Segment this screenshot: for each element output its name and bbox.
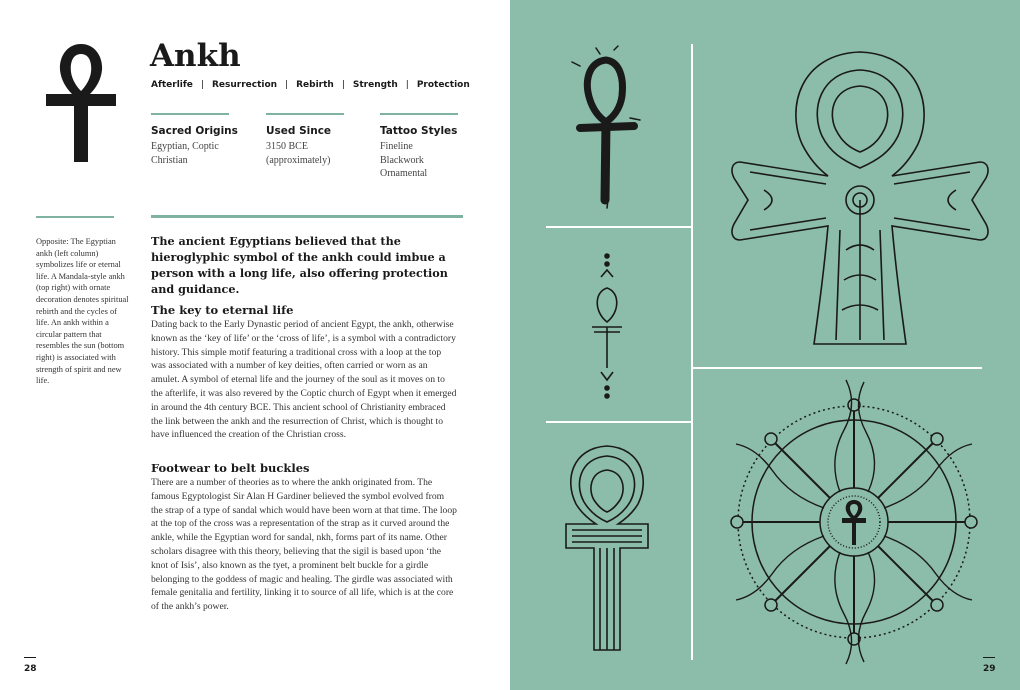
sun-ankh-icon <box>731 380 977 664</box>
page-number <box>24 664 37 674</box>
fineline-ankh-icon <box>592 254 622 398</box>
intro-paragraph: The ancient Egyptians believed that the hieroglyphic symbol of the ankh could imbue a person with a long life, also offering protection and guidance. <box>151 234 448 296</box>
brush-ankh-icon <box>572 46 640 208</box>
caption-rule <box>36 216 114 218</box>
stat-rule <box>380 113 458 115</box>
folio-dash <box>24 657 36 658</box>
stat-sacred-origins <box>151 113 251 167</box>
stat-label: Used Since <box>266 125 332 137</box>
stat-tattoo-styles <box>380 113 480 181</box>
tag-list <box>151 80 470 90</box>
section-body: There are a number of theories as to where the ankh originated from. The famous Egyptologist Sir Alan H Gardiner believed the symbol evolved from the strap of a type of sandal which would have been worn at that time. The loop at the top of the cross was a representation of the strap as it curved around the ankle, while the Egyptian word for sandal, nkh, forms part of its name. Other scholars disagree with this theory, believing that the sigil is based upon ‘the knot of Isis’, also known as the tyet, a prominent belt buckle for a girdle belonging to the goddess of magic and healing. The girdle was associated with female genitalia and fertility, linking it to source of all life, which is at the core of the ankh’s power. <box>151 477 457 613</box>
tag-afterlife: Afterlife <box>151 80 193 90</box>
stat-value: Blackwork <box>380 154 424 166</box>
stat-value: (approximately) <box>266 154 331 166</box>
stat-rule <box>266 113 344 115</box>
stat-value: 3150 BCE <box>266 141 308 152</box>
section-heading: The key to eternal life <box>151 303 294 317</box>
sun-center-ankh-icon <box>842 500 866 545</box>
illustration-panel <box>510 0 1020 690</box>
tag-rebirth: Rebirth <box>296 80 334 90</box>
page-number <box>983 664 996 674</box>
ornamental-banded-ankh-icon <box>566 446 648 650</box>
folio-dash <box>983 657 995 658</box>
ankh-icon <box>44 42 118 164</box>
mandala-ankh-icon <box>732 52 988 344</box>
stat-label: Sacred Origins <box>151 125 238 137</box>
tag-separator: | <box>405 80 409 90</box>
panel-dividers <box>546 44 982 660</box>
image-caption: Opposite: The Egyptian ankh (left column) symbolizes life or eternal life. A Mandala-style ankh (top right) with ornate decoration denotes spiritual rebirth and the cycles of life. An ankh within a circular pattern that resembles the sun (bottom right) is associated with strength of spirit and new life. <box>36 237 129 386</box>
tag-separator: | <box>285 80 289 90</box>
stat-used-since <box>266 113 366 167</box>
section-heading: Footwear to belt buckles <box>151 461 310 475</box>
tag-resurrection: Resurrection <box>211 80 278 90</box>
page-number-text: 28 <box>24 664 37 674</box>
tag-separator: | <box>341 80 345 90</box>
stat-value: Fineline <box>380 141 413 152</box>
tag-protection: Protection <box>416 80 470 90</box>
stat-value: Christian <box>151 154 188 166</box>
body-rule <box>151 215 463 218</box>
right-page <box>510 0 1020 690</box>
section-body: Dating back to the Early Dynastic period of ancient Egypt, the ankh, otherwise known as the ‘key of life’ or the ‘cross of life’, is a symbol with a contradictory history. This simple motif featuring a traditional cross with a loop at the top was associated with a number of key deities, often carried or worn as an amulet. A symbol of eternal life and the journey of the soul as it moves on to the afterlife, it was also revered by the Coptic church of Egypt when it emerged in around the 4th century BCE. This ancient school of Christianity embraced the link between the ankh and the resurrection of Christ, which is thought to have influenced the creation of the Christian cross. <box>151 319 457 441</box>
stat-value: Ornamental <box>380 168 428 179</box>
tag-strength: Strength <box>352 80 398 90</box>
page-title: Ankh <box>150 38 241 74</box>
stat-value: Egyptian, Coptic <box>151 141 219 152</box>
tag-separator: | <box>200 80 204 90</box>
stat-label: Tattoo Styles <box>380 125 458 137</box>
page-number-text: 29 <box>983 664 996 674</box>
stat-rule <box>151 113 229 115</box>
